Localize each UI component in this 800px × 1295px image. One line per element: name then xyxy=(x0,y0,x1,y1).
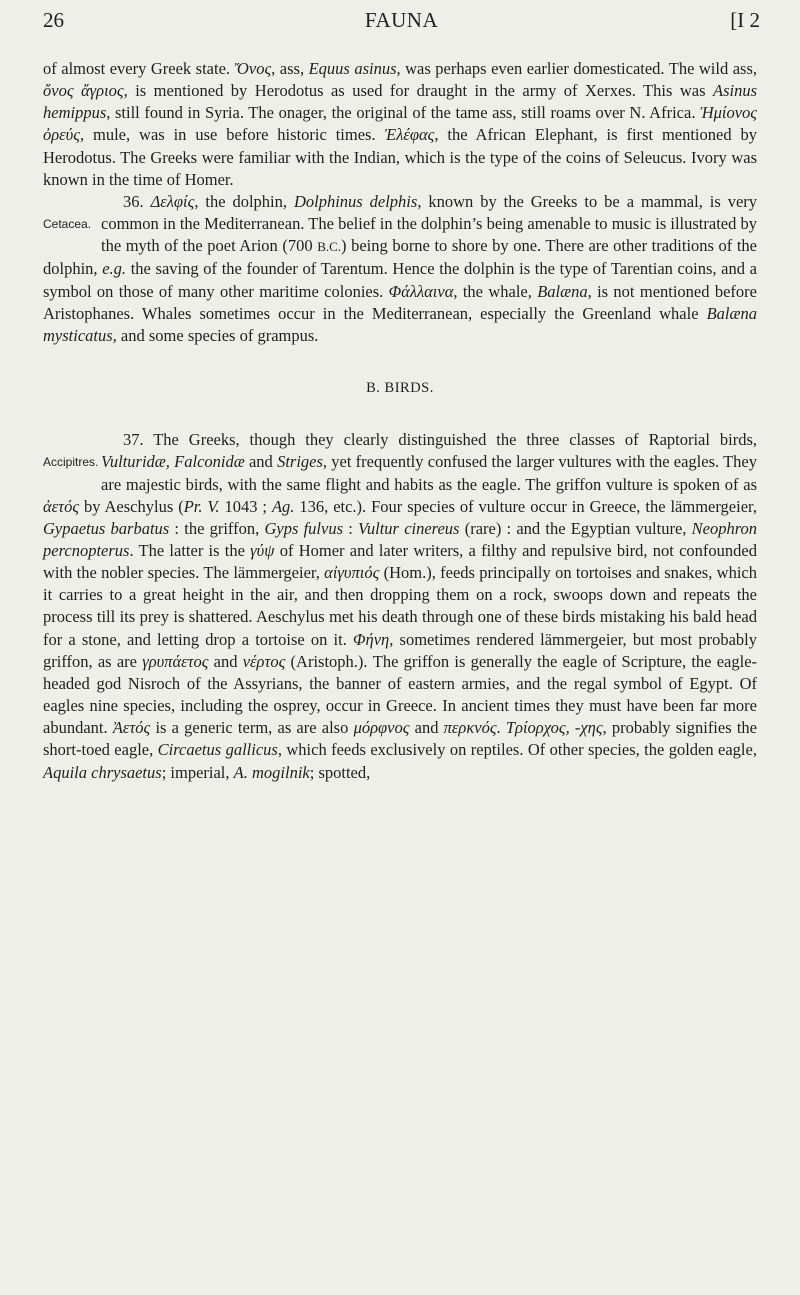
paragraph-mammals: of almost every Greek state. Ὄνος, ass, Equus asinus, was perhaps even earlier domesticated. The wild ass, ὄνος ἄγριος, is mentioned by Herodotus as used for draught in the army of Xerxes. This was Asinus hemippus, still found in Syria. The onager, the original of the tame ass, still roams over N. Africa. Ἡμίονος ὀρεύς, mule, was in use before historic times. Ἐλέφας, the African Elephant, is first mentioned by Herodotus. The Greeks were familiar with the Indian, which is the type of the coins of Seleucus. Ivory was known in the time of Homer. xyxy=(43,59,758,189)
sidenote-cetacea: Cetacea. xyxy=(43,216,92,231)
paragraph-cetacea: Cetacea. 36. Δελφίς, the dolphin, Dolphinus delphis, known by the Greeks to be a mammal, is very common in the Mediterranean. The belief in the dolphin’s being amenable to music is illustrated by the myth of the poet Arion (700 B.C.) being borne to shore by one. There are other traditions of the dolphin, e.g. the saving of the founder of Tarentum. Hence the dolphin is the type of Tarentian coins, and a symbol on those of many other maritime colonies. Φάλλαινα, the whale, Balæna, is not mentioned before Aristophanes. Whales sometimes occur in the Mediterranean, especially the Greenland whale Balæna mysticatus, and some species of grampus. xyxy=(43,191,757,347)
paragraph-accipitres: Accipitres. 37. The Greeks, though they clearly distinguished the three classes of Raptorial birds, Vulturidæ, Falconidæ and Striges, yet frequently confused the larger vultures with the eagles. They are majestic birds, with the same flight and habits as the eagle. The griffon vulture is spoken of as ἀετός by Aeschylus (Pr. V. 1043 ; Ag. 136, etc.). Four species of vulture occur in Greece, the lämmergeier, Gypaetus barbatus : the griffon, Gyps fulvus : Vultur cinereus (rare) : and the Egyptian vulture, Neophron percnopterus. The latter is the γύψ of Homer and later writers, a filthy and repulsive bird, not confounded with the nobler species. The lämmergeier, αἰγυπιός (Hom.), feeds principally on tortoises and snakes, which it carries to a great height in the air, and then dropping them on a rock, swoops down and repeats the process till its prey is shattered. Aeschylus met his death through one of these birds mistaking his bald head for a stone, and letting drop a tortoise on it. Φήνη, sometimes rendered lämmergeier, but most probably griffon, as are γρυπάετος and νέρτος (Aristoph.). The griffon is generally the eagle of Scripture, the eagle-headed god Nisroch of the Assyrians, the banner of eastern armies, and the regal symbol of Egypt. Of eagles nine species, including the osprey, occur in Greece. In ancient times they must have been far more abundant. Ἀετός is a generic term, as are also μόρφνος and περκνός. Τρίορχος, -χης, probably signifies the short-toed eagle, Circaetus gallicus, which feeds exclusively on reptiles. Of other species, the golden eagle, Aquila chrysaetus; imperial, A. mogilnik; spotted, xyxy=(43,429,757,784)
page-number: 26 xyxy=(43,8,64,32)
body-text xyxy=(43,58,757,784)
page-header xyxy=(43,6,760,36)
sidenote-accipitres: Accipitres. xyxy=(43,455,99,470)
running-title: FAUNA xyxy=(364,8,439,32)
section-heading-birds: B. BIRDS. xyxy=(366,380,434,397)
section-marker: [I 2 xyxy=(730,8,760,32)
